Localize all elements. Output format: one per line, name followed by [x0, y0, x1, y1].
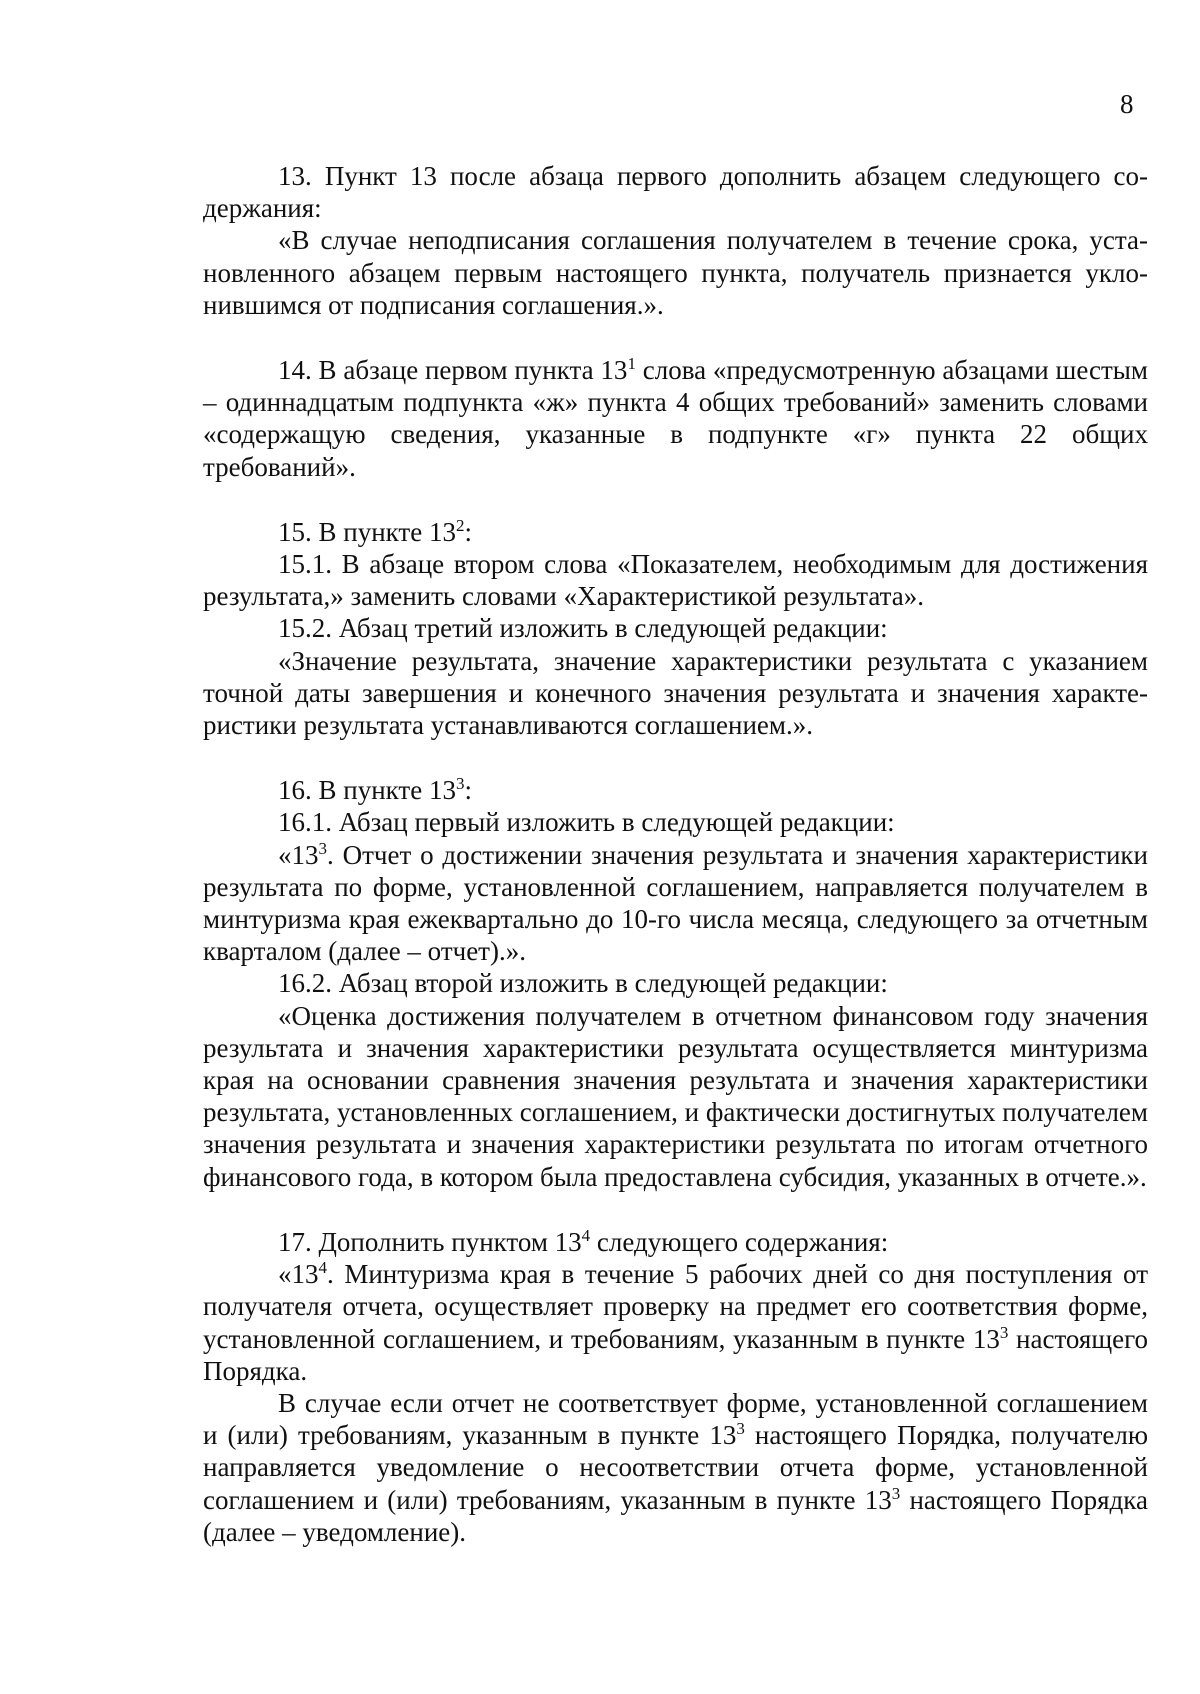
document-paragraph: 15.1. В абзаце втором слова «Показателем, необходимым для достижения результата,» заменить словами «Характеристикой результата». — [203, 549, 1148, 612]
document-paragraph: 17. Дополнить пунктом $13^4$ следующего содержания: — [278, 1225, 889, 1257]
document-paragraph: 16.1. Абзац первый изложить в следующей редакции: — [278, 807, 895, 838]
document-paragraph: «Значение результата, значение характеристики результата с указанием точной даты завершения и конечного значения результата и значения характеристики результата устанавливаются соглашением.». — [203, 645, 1148, 741]
document-paragraph: «В случае неподписания соглашения получателем в течение срока, установленного абзацем первым настоящего пункта, получатель признается уклонившимся от подписания соглашения.». — [203, 225, 1148, 320]
document-paragraph: 13. Пункт 13 после абзаца первого дополнить абзацем следующего содержания: — [203, 161, 1148, 224]
document-paragraph: 16.2. Абзац второй изложить в следующей редакции: — [278, 968, 888, 999]
document-paragraph: 16. В пункте $13^3$: — [278, 774, 472, 806]
document-paragraph: «$13^4$. Минтуризма края в течение 5 рабочих дней со дня поступления от получателя отчета, осуществляет проверку на предмет его соответствия форме, установленной соглашением, и требованиям, указанным в пункте $13^3$ настоящего Порядка. — [203, 1258, 1148, 1386]
document-paragraph: В случае если отчет не соответствует форме, установленной соглашением и (или) требованиям, указанным в пункте $13^3$ настоящего Порядка, получателю направляется уведомление о несоответствии отчета форме, установленной соглашением и (или) требованиям, указанным в пункте $13^3$ настоящего Порядка (далее – уведомление). — [203, 1387, 1148, 1547]
document-body — [203, 160, 1148, 1548]
document-paragraph: «$13^3$. Отчет о достижении значения результата и значения характеристики результата по форме, установленной соглашением, направляется получателем в минтуризма края ежеквартально до 10-го числа месяца, следующего за отчетным кварталом (далее – отчет).». — [203, 838, 1148, 967]
document-paragraph: 15. В пункте $13^2$: — [278, 515, 472, 547]
page-number: 8 — [1120, 89, 1134, 119]
document-paragraph: 15.2. Абзац третий изложить в следующей редакции: — [278, 613, 888, 644]
document-paragraph: «Оценка достижения получателем в отчетном финансовом году значения результата и значения характеристики результата осуществляется минтуризма края на основании сравнения значения результата и значения характеристики результата, установленных соглашением, и фактически достигнутых получателем значения результата и значения характеристики результата по итогам отчетного финансового года, в котором была предоставлена субсидия, указанных в отчете.». — [203, 1000, 1148, 1192]
document-paragraph: 14. В абзаце первом пункта $13^1$ слова «предусмотренную абзацами шестым – одиннадцатым подпункта «ж» пункта 4 общих требований» заменить словами «содержащую сведения, указанные в подпункте «г» пункта 22 общих требований». — [203, 354, 1148, 482]
